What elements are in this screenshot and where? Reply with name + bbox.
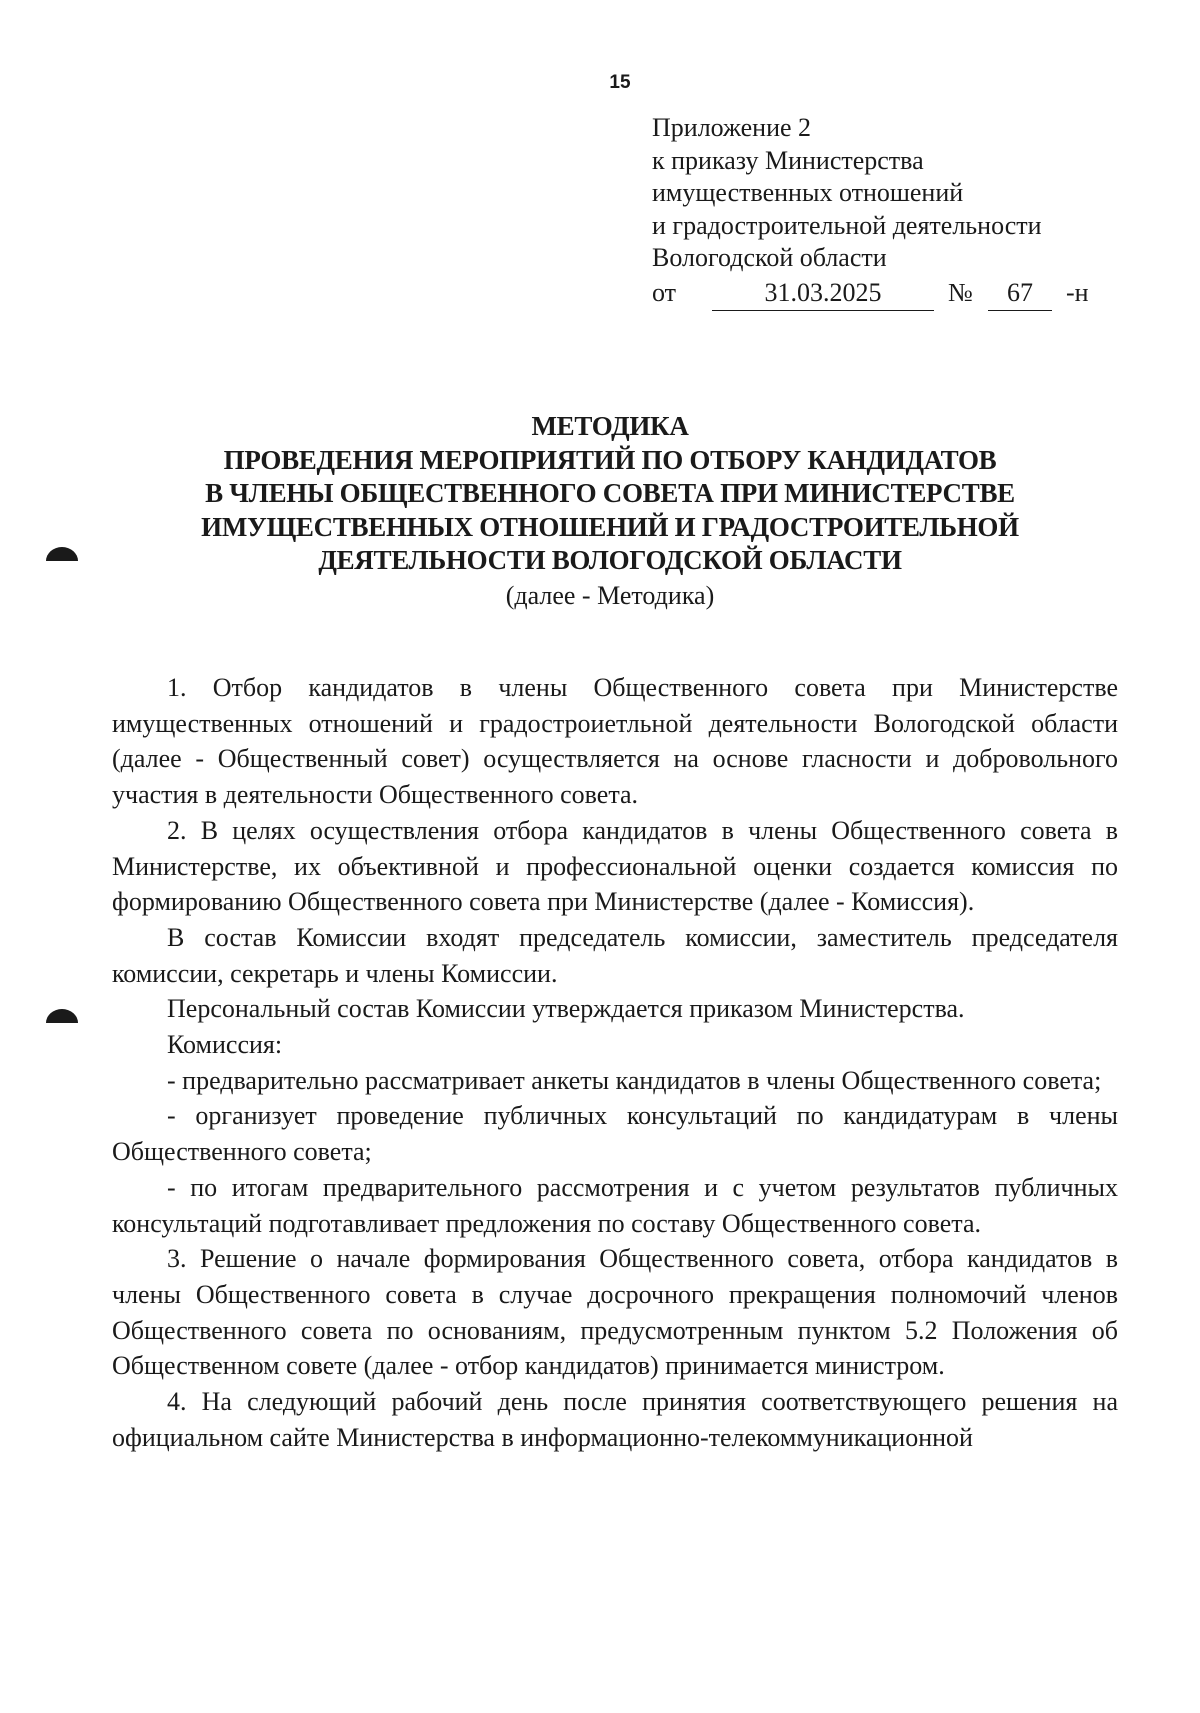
appendix-line: Приложение 2 bbox=[652, 113, 812, 142]
document-body bbox=[112, 670, 1118, 1455]
paragraph: 2. В целях осуществления отбора кандидатов в члены Общественного совета в Министерстве, их объективной и профессиональной оценки создается комиссия по формированию Общественного совета при Министерстве (далее - Комиссия). bbox=[112, 815, 1118, 917]
document-title bbox=[140, 410, 1080, 613]
appendix-header bbox=[652, 112, 1112, 275]
binder-hole-mark bbox=[46, 547, 78, 561]
paragraph: 3. Решение о начале формирования Общественного совета, отбора кандидатов в члены Общественного совета в случае досрочного прекращения полномочий членов Общественного совета по основаниям, предусмотренным пунктом 5.2 Положения об Общественном совете (далее - отбор кандидатов) принимается министром. bbox=[112, 1244, 1118, 1381]
binder-hole-mark bbox=[46, 1009, 78, 1023]
paragraph: - предварительно рассматривает анкеты кандидатов в члены Общественного совета; bbox=[167, 1065, 1102, 1095]
title-line: ДЕЯТЕЛЬНОСТИ ВОЛОГОДСКОЙ ОБЛАСТИ bbox=[318, 545, 902, 575]
order-reference bbox=[652, 278, 1122, 318]
order-suffix: -н bbox=[1066, 278, 1089, 307]
page-number: 15 bbox=[609, 72, 631, 93]
appendix-line: к приказу Министерства bbox=[652, 145, 924, 175]
number-sign: № bbox=[948, 278, 973, 307]
appendix-line: и градостроительной деятельности bbox=[652, 210, 1042, 240]
appendix-line: имущественных отношений bbox=[652, 178, 964, 207]
paragraph: 4. На следующий рабочий день после принятия соответствующего решения на официальном сайте Министерства в информационно-телекоммуникационной bbox=[112, 1387, 1118, 1452]
order-number: 67 bbox=[988, 278, 1052, 311]
paragraph: Персональный состав Комиссии утверждается приказом Министерства. bbox=[167, 994, 965, 1024]
paragraph: В состав Комиссии входят председатель комиссии, заместитель председателя комиссии, секретарь и члены Комиссии. bbox=[112, 922, 1118, 988]
from-label: от bbox=[652, 278, 677, 307]
title-line: ИМУЩЕСТВЕННЫХ ОТНОШЕНИЙ И ГРАДОСТРОИТЕЛЬНОЙ bbox=[201, 511, 1019, 542]
document-subtitle: (далее - Методика) bbox=[505, 580, 715, 610]
appendix-line: Вологодской области bbox=[652, 243, 887, 272]
title-line: МЕТОДИКА bbox=[531, 411, 689, 441]
paragraph: Комиссия: bbox=[167, 1030, 283, 1060]
paragraph: - по итогам предварительного рассмотрения и с учетом результатов публичных консультаций подготавливает предложения по составу Общественного совета. bbox=[112, 1172, 1118, 1238]
title-line: В ЧЛЕНЫ ОБЩЕСТВЕННОГО СОВЕТА ПРИ МИНИСТЕРСТВЕ bbox=[205, 478, 1015, 508]
paragraph: - организует проведение публичных консультаций по кандидатурам в члены Общественного совета; bbox=[112, 1101, 1118, 1167]
order-date: 31.03.2025 bbox=[712, 278, 934, 311]
paragraph: 1. Отбор кандидатов в члены Общественного совета при Министерстве имущественных отношений и градостроиетльной деятельности Вологодской области (далее - Общественный совет) осуществляется на основе гласности и добровольного участия в деятельности Общественного совета. bbox=[112, 673, 1118, 810]
title-line: ПРОВЕДЕНИЯ МЕРОПРИЯТИЙ ПО ОТБОРУ КАНДИДАТОВ bbox=[223, 444, 997, 475]
